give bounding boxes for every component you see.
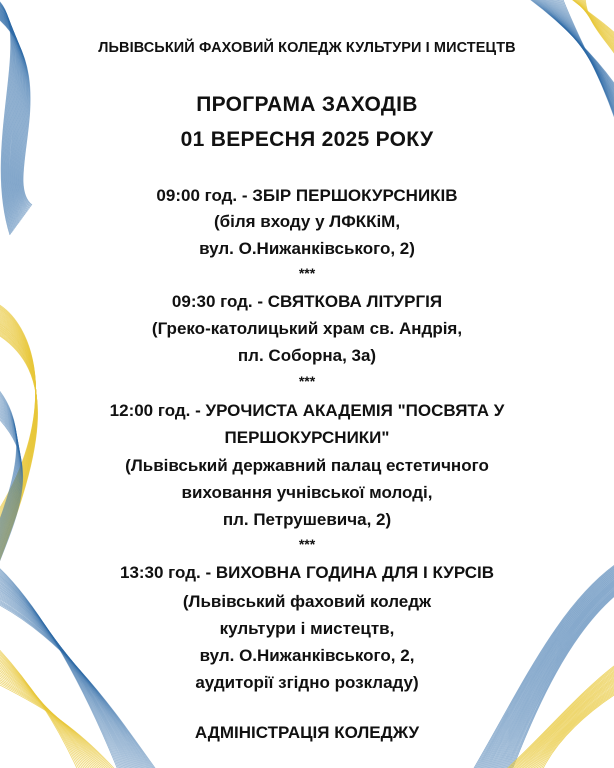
event-3-location-cont: виховання учнівської молоді, [181, 483, 433, 502]
event-4-location-cont: культури і мистецтв, [219, 619, 395, 638]
event-2-address: пл. Соборна, 3а) [237, 346, 377, 365]
event-4-heading: 13:30 год. - ВИХОВНА ГОДИНА ДЛЯ І КУРСІВ [119, 563, 495, 582]
event-3-heading-cont: ПЕРШОКУРСНИКИ" [224, 428, 390, 447]
event-4-address: вул. О.Нижанківського, 2, [199, 646, 415, 665]
event-2-location: (Греко-католицький храм св. Андрія, [151, 319, 463, 338]
event-4-note: аудиторії згідно розкладу) [195, 673, 419, 692]
event-3-address: пл. Петрушевича, 2) [222, 510, 392, 529]
event-3-heading: 12:00 год. - УРОЧИСТА АКАДЕМІЯ "ПОСВЯТА У [109, 401, 505, 420]
event-1-heading: 09:00 год. - ЗБІР ПЕРШОКУРСНИКІВ [156, 186, 458, 205]
separator: *** [298, 536, 316, 552]
event-1-address: вул. О.Нижанківського, 2) [199, 239, 415, 258]
event-2-heading: 09:30 год. - СВЯТКОВА ЛІТУРГІЯ [171, 292, 443, 311]
footer-signature: АДМІНІСТРАЦІЯ КОЛЕДЖУ [194, 723, 420, 742]
separator: *** [298, 373, 316, 389]
event-4-location: (Львівський фаховий коледж [182, 592, 432, 611]
program-title: ПРОГРАМА ЗАХОДІВ [196, 93, 418, 116]
event-3-location: (Львівський державний палац естетичного [125, 456, 489, 475]
program-date: 01 ВЕРЕСНЯ 2025 РОКУ [180, 128, 434, 151]
college-name: ЛЬВІВСЬКИЙ ФАХОВИЙ КОЛЕДЖ КУЛЬТУРИ І МИСТЕЦТВ [98, 40, 516, 56]
event-1-location: (біля входу у ЛФККіМ, [213, 212, 401, 231]
separator: *** [298, 265, 316, 281]
